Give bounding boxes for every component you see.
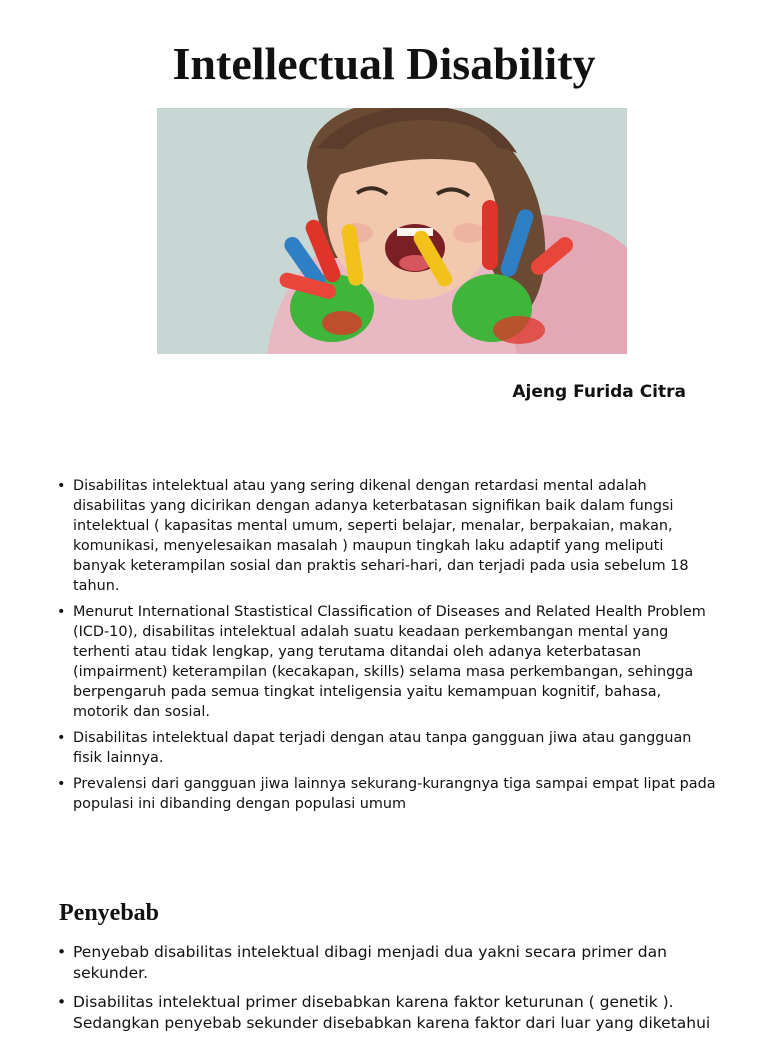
section-heading-penyebab: Penyebab bbox=[59, 900, 160, 926]
list-item bbox=[57, 728, 717, 768]
bullet-icon: • bbox=[57, 776, 66, 792]
child-painted-hands-photo bbox=[157, 108, 627, 354]
list-item-text: Menurut International Stastistical Classification of Diseases and Related Health Problem (ICD-10), disabilitas intelektual adalah suatu keadaan perkembangan mental yang terhenti atau tidak lengkap, yang terutama ditandai oleh adanya keterbatasan (impairment) keterampilan (kecakapan, skills) selama masa perkembangan, sehingga berpengaruh pada semua tingkat inteligensia yaitu kemampuan kognitif, bahasa, motorik dan sosial. bbox=[73, 604, 706, 720]
list-item bbox=[57, 992, 717, 1034]
bullet-icon: • bbox=[57, 730, 66, 746]
list-item bbox=[57, 602, 717, 722]
list-item-text: Penyebab disabilitas intelektual dibagi menjadi dua yakni secara primer dan sekunder. bbox=[73, 943, 667, 982]
page-title: Intellectual Disability bbox=[172, 38, 596, 89]
list-item bbox=[57, 942, 717, 984]
list-item-text: Prevalensi dari gangguan jiwa lainnya sekurang-kurangnya tiga sampai empat lipat pada populasi ini dibanding dengan populasi umum bbox=[73, 776, 716, 812]
definition-bullet-list bbox=[57, 476, 717, 820]
list-item-text: Disabilitas intelektual primer disebabkan karena faktor keturunan ( genetik ). Sedangkan penyebab sekunder disebabkan karena faktor dari luar yang diketahui bbox=[73, 993, 711, 1032]
list-item-text: Disabilitas intelektual dapat terjadi dengan atau tanpa gangguan jiwa atau gangguan fisik lainnya. bbox=[73, 730, 692, 766]
list-item bbox=[57, 774, 717, 814]
bullet-icon: • bbox=[57, 604, 66, 620]
list-item-text: Disabilitas intelektual atau yang sering dikenal dengan retardasi mental adalah disabilitas yang dicirikan dengan adanya keterbatasan signifikan baik dalam fungsi intelektual ( kapasitas mental umum, seperti belajar, menalar, berpakaian, makan, komunikasi, menyelesaikan masalah ) maupun tingkah laku adaptif yang meliputi banyak keterampilan sosial dan praktis sehari-hari, dan terjadi pada usia sebelum 18 tahun. bbox=[73, 478, 689, 594]
author-name: Ajeng Furida Citra bbox=[512, 382, 686, 402]
bullet-icon: • bbox=[57, 478, 66, 494]
causes-bullet-list bbox=[57, 942, 717, 1042]
list-item bbox=[57, 476, 717, 596]
bullet-icon: • bbox=[57, 993, 67, 1011]
bullet-icon: • bbox=[57, 943, 67, 961]
